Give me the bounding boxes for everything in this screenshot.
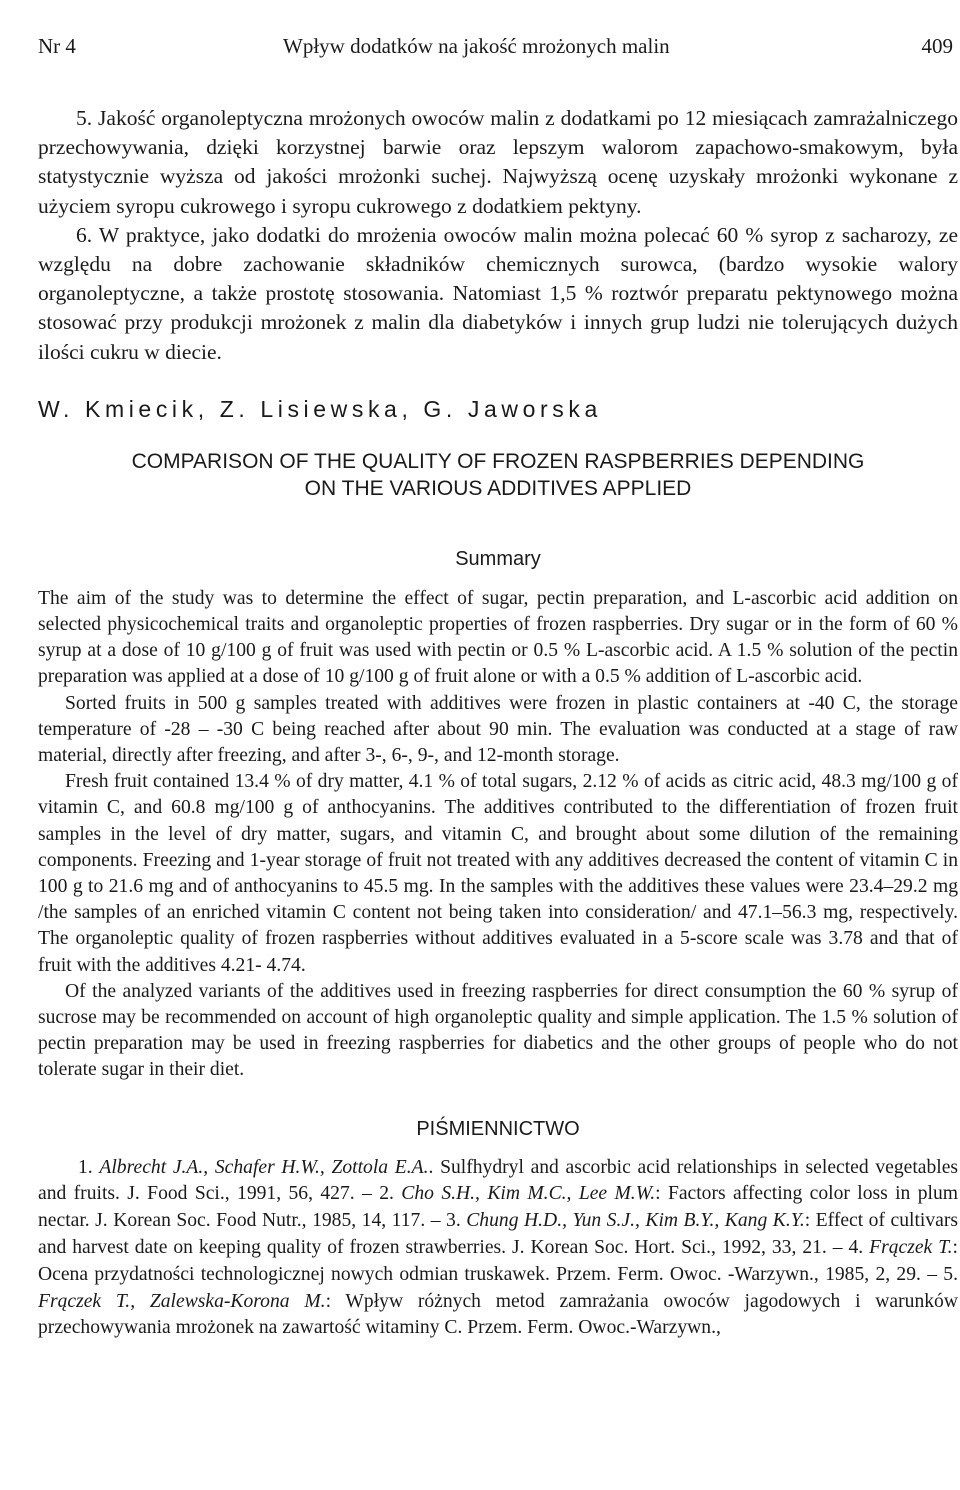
- summary-paragraph: The aim of the study was to determine the effect of sugar, pectin preparation, and L-ascorbic acid addition on selected physicochemical traits and organoleptic properties of frozen raspberries. Dry sugar or in the form of 60 % syrup at a dose of 10 g/100 g of fruit was used with pectin or 0.5 % L-ascorbic acid. A 1.5 % solution of the pectin preparation was applied at a dose of 10 g/100 g of fruit alone or with a 0.5 % addition of L-ascorbic acid.: [38, 587, 958, 688]
- summary: [38, 586, 958, 1084]
- reference-item: 5. Frączek T., Zalewska-Korona M.: Wpływ różnych metod zamrażania owoców jagodowych i warunków przechowywania mrożonek na zawartość witaminy C. Przem. Ferm. Owoc.-Warzywn.,: [38, 1263, 958, 1339]
- conclusions: [38, 104, 958, 367]
- english-title: [38, 448, 958, 502]
- summary-heading: Summary: [455, 547, 541, 570]
- references-heading: PIŚMIENNICTWO: [416, 1117, 580, 1140]
- summary-paragraph: Of the analyzed variants of the additives used in freezing raspberries for direct consumption the 60 % syrup of sucrose may be recommended on account of high organoleptic quality and simple application. The 1.5 % solution of pectin preparation may be used in freezing raspberries for diabetics and the other groups of people who do not tolerate sugar in their diet.: [38, 980, 958, 1081]
- reference-authors: Frączek T.: [869, 1237, 953, 1259]
- reference-item: 2. Cho S.H., Kim M.C., Lee M.W.: Factors affecting color loss in plum nectar. J. Korean Soc. Food Nutr., 1985, 14, 117. –: [38, 1183, 959, 1232]
- reference-item: 1. Albrecht J.A., Schafer H.W., Zottola E.A.. Sulfhydryl and ascorbic acid relationships in selected vegetables and fruits. J. Food Sci., 1991, 56, 427. –: [38, 1156, 959, 1205]
- summary-paragraph: Fresh fruit contained 13.4 % of dry matter, 4.1 % of total sugars, 2.12 % of acids as citric acid, 48.3 mg/100 g of vitamin C, and 60.8 mg/100 g of anthocyanins. The additives contributed to the differentiation of frozen fruit samples in the level of dry matter, sugars, and vitamin C, and brought about some dilution of the remaining components. Freezing and 1-year storage of fruit not treated with any additives decreased the content of vitamin C in 100 g to 21.6 mg and of anthocyanins to 45.5 mg. In the samples with the additives these values were 23.4–29.2 mg /the samples of an enriched vitamin C content not being taken into consideration/ and 47.1–56.3 mg, respectively. The organoleptic quality of frozen raspberries without additives evaluated in a 5-score scale was 3.78 and that of fruit with the additives 4.21- 4.74.: [38, 771, 958, 976]
- reference-item: 4. Frączek T.: Ocena przydatności technologicznej nowych odmian truskawek. Przem. Ferm. Owoc. -Warzywn., 1985, 2, 29. –: [38, 1237, 958, 1285]
- title-line-1: COMPARISON OF THE QUALITY OF FROZEN RASPBERRIES DEPENDING: [131, 449, 865, 473]
- reference-list: [38, 1155, 958, 1343]
- title-line-2: ON THE VARIOUS ADDITIVES APPLIED: [304, 476, 692, 500]
- reference-authors: Frączek T., Zalewska-Korona M.: [38, 1290, 326, 1312]
- author-list: W. Kmiecik, Z. Lisiewska, G. Jaworska: [38, 395, 602, 422]
- page-number: 409: [921, 34, 953, 58]
- conclusion-6: 6. W praktyce, jako dodatki do mrożenia owoców malin można polecać 60 % syrop z sacharozy, ze względu na dobre zachowanie składników chemicznych surowca, (bardzo wysokie walory organoleptyczne, a także prostotę stosowania. Natomiast 1,5 % roztwór preparatu pektynowego można stosować przy produkcji mrożonek z malin dla diabetyków i innych grup ludzi nie tolerujących dużych ilości cukru w diecie.: [38, 222, 958, 364]
- summary-paragraph: Sorted fruits in 500 g samples treated with additives were frozen in plastic containers at -40 C, the storage temperature of -28 – -30 C being reached after about 90 min. The evaluation was conducted at a stage of raw material, directly after freezing, and after 3-, 6-, 9-, and 12-month storage.: [38, 692, 958, 767]
- reference-item: 3. Chung H.D., Yun S.J., Kim B.Y., Kang K.Y.: Effect of cultivars and harvest date on keeping quality of frozen strawberries. J. Korean Soc. Hort. Sci., 1992, 33, 21. –: [38, 1210, 958, 1259]
- running-header: [38, 30, 958, 70]
- reference-authors: Chung H.D., Yun S.J., Kim B.Y., Kang K.Y.: [466, 1210, 805, 1232]
- journal-number: Nr 4: [38, 34, 76, 58]
- page: [38, 30, 958, 1342]
- running-title: Wpływ dodatków na jakość mrożonych malin: [283, 34, 670, 58]
- reference-authors: Cho S.H., Kim M.C., Lee M.W.: [401, 1183, 656, 1205]
- conclusion-5: 5. Jakość organoleptyczna mrożonych owoców malin z dodatkami po 12 miesiącach zamrażalniczego przechowywania, dzięki korzystnej barwie oraz lepszym walorom zapachowo-smakowym, była statystycznie wyższa od jakości mrożonki suchej. Najwyższą ocenę uzyskały mrożonki wykonane z użyciem syropu cukrowego i syropu cukrowego z dodatkiem pektyny.: [38, 106, 958, 218]
- reference-authors: Albrecht J.A., Schafer H.W., Zottola E.A.: [99, 1156, 429, 1178]
